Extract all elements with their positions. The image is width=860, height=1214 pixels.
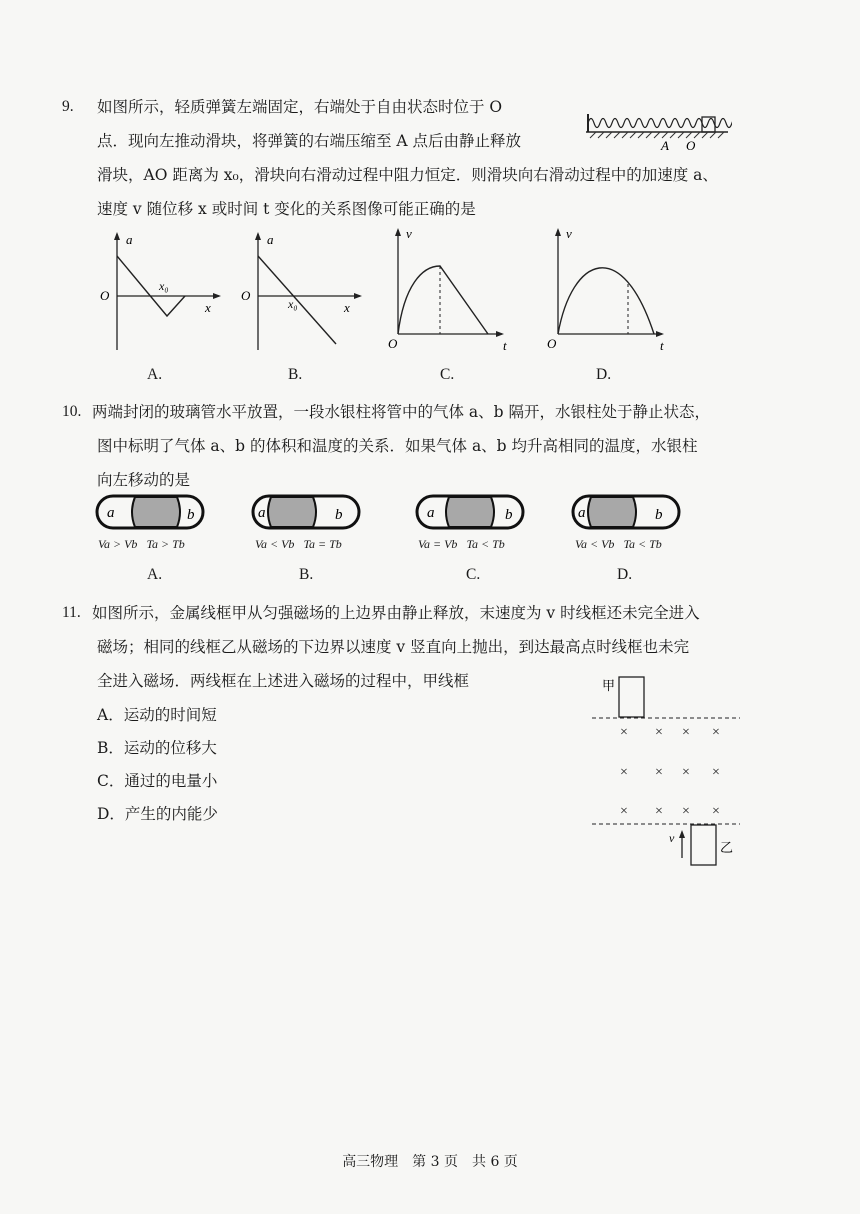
tube-d (571, 493, 683, 533)
q9-line-4: 速度 v 随位移 x 或时间 t 变化的关系图像可能正确的是 (97, 200, 476, 218)
graph-a-ylabel: a (126, 232, 133, 247)
tube-b-gas-a: a (258, 505, 266, 521)
field-crosses (620, 725, 720, 819)
svg-text:×: × (620, 765, 628, 780)
tube-d-cond-v: Va < Vb (575, 537, 615, 551)
graph-c-origin: O (388, 336, 398, 351)
q10-line-1: 两端封闭的玻璃管水平放置，一段水银柱将管中的气体 a、b 隔开，水银柱处于静止状态， (92, 403, 711, 421)
svg-text:×: × (682, 765, 690, 780)
graph-a (95, 228, 225, 358)
frame-yi (691, 825, 716, 865)
tube-c-gas-a: a (427, 505, 435, 521)
frame-jia (619, 677, 644, 717)
graph-b-origin: O (241, 288, 251, 303)
q9-line-3: 滑块，AO 距离为 x₀，滑块向右滑动过程中阻力恒定．则滑块向右滑动过程中的加速度 a、 (97, 166, 718, 184)
magnetic-field-diagram (588, 672, 748, 872)
svg-text:×: × (712, 804, 720, 819)
tube-b (251, 493, 363, 533)
svg-text:×: × (682, 804, 690, 819)
velocity-label: v (669, 831, 675, 845)
tube-d-gas-a: a (578, 505, 586, 521)
tube-d-gas-b: b (655, 507, 663, 523)
tube-d-condition (575, 537, 662, 552)
q10-number: 10. (62, 403, 82, 420)
graph-d-ylabel: v (566, 226, 572, 241)
graph-a-xlabel: x (205, 300, 211, 315)
graph-b-x0: x₀ (288, 297, 298, 311)
svg-text:×: × (712, 725, 720, 740)
q9-option-b: B. (288, 366, 303, 383)
q11-choice-d: D．产生的内能少 (97, 805, 218, 823)
svg-text:×: × (620, 804, 628, 819)
tube-a-condition (98, 537, 185, 552)
q9-option-d: D. (596, 366, 612, 383)
svg-text:×: × (712, 765, 720, 780)
graph-a-x0: x₀ (159, 279, 169, 293)
q9-line-1: 如图所示，轻质弹簧左端固定，右端处于自由状态时位于 O (97, 98, 503, 116)
svg-text:×: × (682, 725, 690, 740)
tube-b-condition (255, 537, 342, 552)
frame-yi-label: 乙 (720, 840, 734, 855)
tube-c-cond-t: Ta < Tb (466, 537, 505, 551)
q11-line-1: 如图所示，金属线框甲从匀强磁场的上边界由静止释放，末速度为 v 时线框还未完全进入 (92, 604, 700, 622)
graph-a-origin: O (100, 288, 110, 303)
q9-option-c: C. (440, 366, 455, 383)
svg-text:×: × (655, 765, 663, 780)
spring-diagram (582, 108, 732, 152)
q11-number: 11. (62, 604, 81, 621)
page-footer: 高三物理 第 3 页 共 6 页 (342, 1154, 518, 1170)
tube-a-cond-v: Va > Vb (98, 537, 138, 551)
q10-line-2: 图中标明了气体 a、b 的体积和温度的关系．如果气体 a、b 均升高相同的温度，水银柱 (97, 437, 698, 455)
q10-line-3: 向左移动的是 (97, 471, 191, 489)
q9-number: 9. (62, 98, 74, 115)
svg-text:×: × (620, 725, 628, 740)
graph-c-ylabel: v (406, 226, 412, 241)
graph-d-xlabel: t (660, 338, 664, 353)
q9-option-a: A. (147, 366, 163, 383)
tube-c-condition (418, 537, 505, 552)
tube-a-gas-a: a (107, 505, 115, 521)
tube-b-cond-t: Ta = Tb (303, 537, 342, 551)
tube-a-cond-t: Ta > Tb (146, 537, 185, 551)
tube-a (95, 493, 207, 533)
tube-c-gas-b: b (505, 507, 513, 523)
svg-text:×: × (655, 804, 663, 819)
tube-b-gas-b: b (335, 507, 343, 523)
graph-d (542, 226, 672, 356)
q10-option-d: D. (617, 566, 633, 583)
q11-choice-c: C．通过的电量小 (97, 772, 218, 790)
graph-c-xlabel: t (503, 338, 507, 353)
tube-d-cond-t: Ta < Tb (623, 537, 662, 551)
q10-option-c: C. (466, 566, 481, 583)
graph-b-xlabel: x (344, 300, 350, 315)
point-o-label: O (686, 138, 696, 152)
tube-b-cond-v: Va < Vb (255, 537, 295, 551)
q10-option-a: A. (147, 566, 163, 583)
q11-line-3: 全进入磁场．两线框在上述进入磁场的过程中，甲线框 (97, 672, 470, 690)
q11-line-2: 磁场；相同的线框乙从磁场的下边界以速度 v 竖直向上抛出，到达最高点时线框也未完 (97, 638, 690, 656)
svg-text:×: × (655, 725, 663, 740)
q9-line-2: 点．现向左推动滑块，将弹簧的右端压缩至 A 点后由静止释放 (97, 132, 522, 150)
graph-d-origin: O (547, 336, 557, 351)
q11-choice-a: A．运动的时间短 (97, 706, 217, 724)
q10-option-b: B. (299, 566, 314, 583)
point-a-label: A (661, 138, 669, 152)
graph-c (382, 226, 512, 356)
q11-choice-b: B．运动的位移大 (97, 739, 217, 757)
graph-b-ylabel: a (267, 232, 274, 247)
frame-jia-label: 甲 (602, 678, 616, 693)
tube-a-gas-b: b (187, 507, 195, 523)
tube-c-cond-v: Va = Vb (418, 537, 458, 551)
tube-c (415, 493, 527, 533)
graph-b (236, 228, 366, 358)
